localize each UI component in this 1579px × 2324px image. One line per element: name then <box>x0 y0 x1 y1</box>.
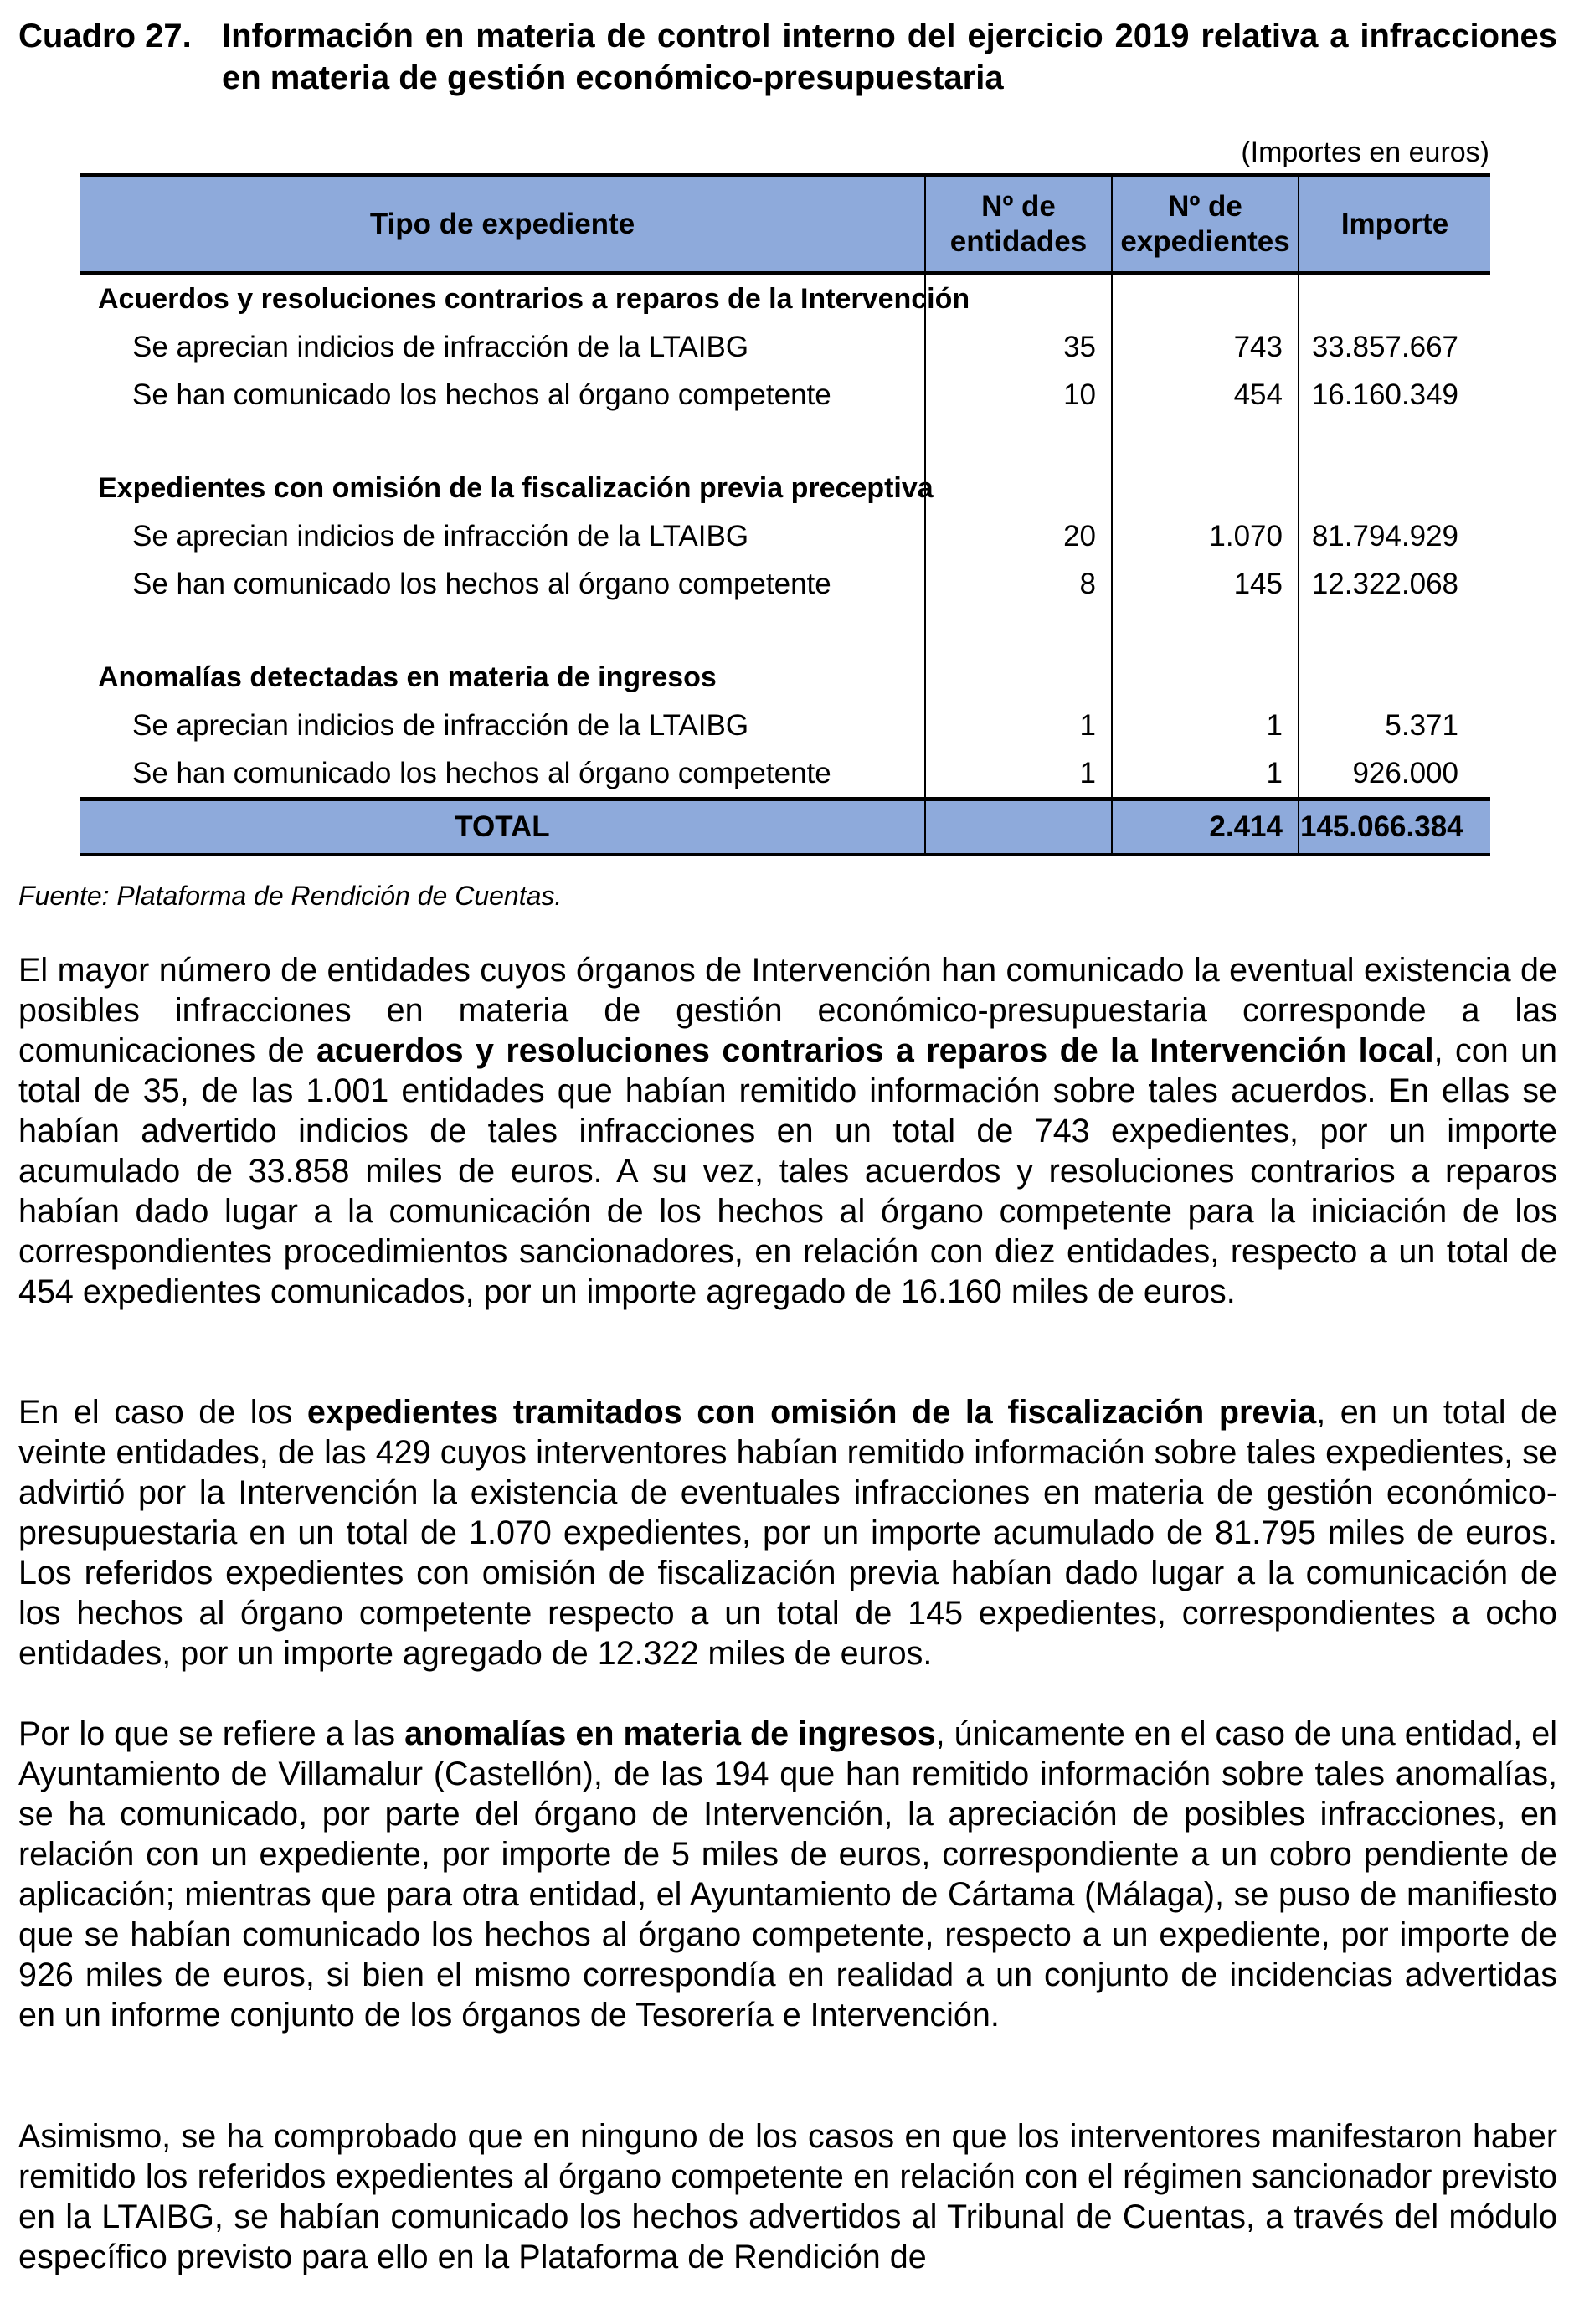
row-label: Se han comunicado los hechos al órgano competente <box>132 567 831 600</box>
paragraph-anomalias-ingresos <box>18 1714 1557 2035</box>
table-caption <box>18 15 1557 99</box>
cell-importe: 33.857.667 <box>1299 323 1490 371</box>
row-label: Se aprecian indicios de infracción de la LTAIBG <box>132 330 749 363</box>
paragraph-text: , con un total de 35, de las 1.001 entidades que habían remitido información sobre tales acuerdos. En ellas se habían advertido indicios de tales infracciones en un total de 743 expedientes, por un importe acumulado de 33.858 miles de euros. A su vez, tales acuerdos y resoluciones contrarios a reparos habían dado lugar a la comunicación de los hechos al órgano competente para la iniciación de los correspondientes procedimientos sancionadores, en relación con diez entidades, respecto a un total de 454 expedientes comunicados, por un importe agregado de 16.160 miles de euros. <box>18 1032 1558 1310</box>
paragraph-text: Por lo que se refiere a las <box>18 1715 405 1752</box>
row-label: Se han comunicado los hechos al órgano competente <box>132 378 831 411</box>
paragraph-reparos <box>18 950 1557 1312</box>
header-num-entidades: Nº de entidades <box>925 175 1112 274</box>
table-header-row <box>80 175 1490 274</box>
row-label: Se aprecian indicios de infracción de la LTAIBG <box>132 519 749 553</box>
cell-importe: 926.000 <box>1299 749 1490 800</box>
table-row <box>80 749 1490 800</box>
paragraph-text: , en un total de veinte entidades, de las 429 cuyos interventores habían remitido información sobre tales expedientes, se advirtió por la Intervención la existencia de eventuales infracciones en materia de gestión económico-presupuestaria en un total de 1.070 expedientes, por un importe acumulado de 81.795 miles de euros. Los referidos expedientes con omisión de fiscalización previa habían dado lugar a la comunicación de los hechos al órgano competente respecto a un total de 145 expedientes, correspondientes a ocho entidades, por un importe agregado de 12.322 miles de euros. <box>18 1394 1558 1672</box>
cell-importe: 12.322.068 <box>1299 560 1490 608</box>
cell-entidades: 10 <box>925 371 1112 419</box>
paragraph-text: , únicamente en el caso de una entidad, el Ayuntamiento de Villamalur (Castellón), de las 194 que han remitido información sobre tales anomalías, se ha comunicado, por parte del órgano de Intervención, la apreciación de posibles infracciones, en relación con un expediente, por importe de 5 miles de euros, correspondiente a un cobro pendiente de aplicación; mientras que para otra entidad, el Ayuntamiento de Cártama (Málaga), se puso de manifiesto que se habían comunicado los hechos al órgano competente, respecto a un expediente, por importe de 926 miles de euros, si bien el mismo correspondía en realidad a un conjunto de incidencias advertidas en un informe conjunto de los órganos de Tesorería e Intervención. <box>18 1715 1558 2034</box>
paragraph-text: El mayor número de entidades cuyos órganos de Intervención han comunicado la eventual existencia de posibles infracciones en materia de gestión económico-presupuestaria corresponde a las comunicaciones de <box>18 952 1557 1069</box>
cell-expedientes: 145 <box>1112 560 1299 608</box>
cell-entidades: 1 <box>925 702 1112 749</box>
paragraph-omision-fiscalizacion <box>18 1392 1557 1674</box>
paragraph-tribunal-cuentas <box>18 2116 1557 2277</box>
paragraph-text: Asimismo, se ha comprobado que en ninguno de los casos en que los interventores manifestaron haber remitido los referidos expedientes al órgano competente en relación con el régimen sancionador previsto en la LTAIBG, se habían comunicado los hechos advertidos al Tribunal de Cuentas, a través del módulo específico previsto para ello en la Plataforma de Rendición de <box>18 2118 1557 2275</box>
units-note: (Importes en euros) <box>1241 136 1489 168</box>
caption-title: Información en materia de control interno del ejercicio 2019 relativa a infracciones en materia de gestión económico-presupuestaria <box>222 18 1557 96</box>
table-row <box>80 702 1490 749</box>
row-label: Se aprecian indicios de infracción de la LTAIBG <box>132 708 749 742</box>
spacer-row <box>80 419 1490 465</box>
cell-expedientes: 743 <box>1112 323 1299 371</box>
cell-importe: 81.794.929 <box>1299 512 1490 560</box>
spacer-row <box>80 608 1490 654</box>
row-label: Se han comunicado los hechos al órgano competente <box>132 756 831 789</box>
cell-expedientes: 1.070 <box>1112 512 1299 560</box>
cell-expedientes: 1 <box>1112 702 1299 749</box>
total-row <box>80 800 1490 856</box>
total-entidades <box>925 800 1112 856</box>
group-row <box>80 465 1490 512</box>
total-label: TOTAL <box>80 800 925 856</box>
infracciones-table <box>80 173 1490 856</box>
table-row <box>80 512 1490 560</box>
cell-entidades: 1 <box>925 749 1112 800</box>
group-row <box>80 654 1490 702</box>
paragraph-emphasis: anomalías en materia de ingresos <box>404 1715 936 1752</box>
cell-entidades: 20 <box>925 512 1112 560</box>
table-row <box>80 560 1490 608</box>
cell-entidades: 35 <box>925 323 1112 371</box>
group-title: Expedientes con omisión de la fiscalización previa preceptiva <box>98 472 934 504</box>
total-expedientes: 2.414 <box>1112 800 1299 856</box>
header-num-expedientes: Nº de expedientes <box>1112 175 1299 274</box>
cell-importe: 16.160.349 <box>1299 371 1490 419</box>
cell-expedientes: 1 <box>1112 749 1299 800</box>
caption-number: Cuadro 27. <box>18 18 192 54</box>
group-title: Anomalías detectadas en materia de ingresos <box>98 661 717 693</box>
paragraph-emphasis: expedientes tramitados con omisión de la fiscalización previa <box>306 1394 1317 1431</box>
cell-importe: 5.371 <box>1299 702 1490 749</box>
group-title: Acuerdos y resoluciones contrarios a reparos de la Intervención <box>98 283 970 315</box>
table-row <box>80 323 1490 371</box>
cell-expedientes: 454 <box>1112 371 1299 419</box>
table-row <box>80 371 1490 419</box>
header-tipo-expediente: Tipo de expediente <box>80 175 925 274</box>
paragraph-text: En el caso de los <box>18 1394 307 1431</box>
total-importe: 145.066.384 <box>1299 800 1490 856</box>
cell-entidades: 8 <box>925 560 1112 608</box>
paragraph-emphasis: acuerdos y resoluciones contrarios a reparos de la Intervención local <box>316 1032 1434 1069</box>
group-row <box>80 274 1490 324</box>
source-note: Fuente: Plataforma de Rendición de Cuentas. <box>18 881 563 911</box>
header-importe: Importe <box>1299 175 1490 274</box>
